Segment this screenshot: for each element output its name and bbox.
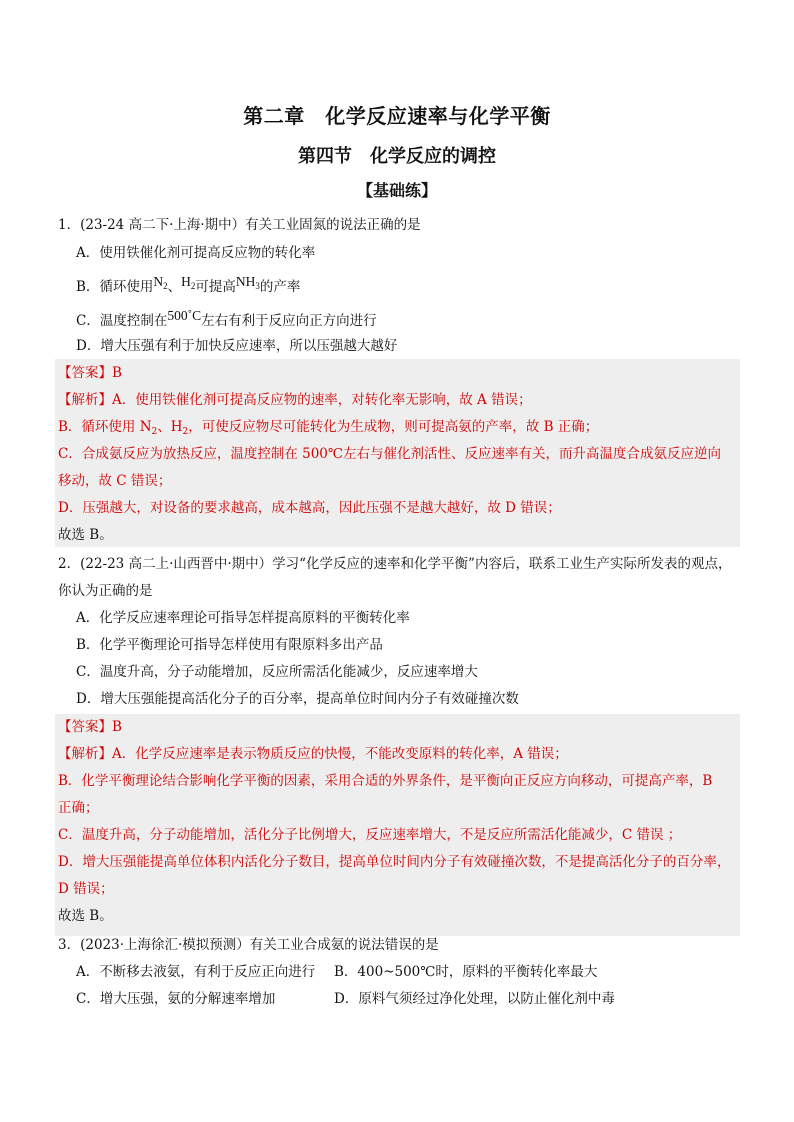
q2-explanation-3: C．温度升高，分子动能增加，活化分子比例增大，反应速率增大，不是反应所需活化能减少，C 错误 ； — [58, 827, 682, 843]
q2-explanation-2a: B．化学平衡理论结合影响化学平衡的因素，采用合适的外界条件，是平衡向正反应方向移动，可提高产率，B — [58, 773, 713, 789]
q2-explanation-2b: 正确； — [58, 800, 99, 816]
section-label: 【基础练】 — [356, 181, 437, 200]
q1-explanation-3a: C．合成氨反应为放热反应，温度控制在 500℃左右与催化剂活性、反应速率有关，而升高温度合成氨反应逆向 — [58, 446, 721, 462]
q2-stem-2: 你认为正确的是 — [58, 583, 153, 599]
section-title: 第四节 化学反应的调控 — [298, 146, 496, 167]
q3-option-b: B．400~500℃时，原料的平衡转化率最大 — [334, 964, 598, 980]
q2-explanation-1: 【解析】A．化学反应速率是表示物质反应的快慢，不能改变原料的转化率，A 错误； — [58, 746, 568, 762]
q3-option-c: C．增大压强，氨的分解速率增加 — [76, 991, 276, 1007]
q1-explanation-2: B．循环使用 $N_2$、$H_2$，可使反应物尽可能转化为生成物，则可提高氨的产率，故 B 正确； — [58, 419, 599, 437]
q2-option-a: A．化学反应速率理论可指导怎样提高原料的平衡转化率 — [76, 610, 410, 626]
q1-option-d: D．增大压强有利于加快反应速率，所以压强越大越好 — [76, 338, 398, 354]
q1-stem: 1．(23-24 高二下·上海·期中）有关工业固氮的说法正确的是 — [58, 217, 421, 233]
q1-option-a: A．使用铁催化剂可提高反应物的转化率 — [76, 245, 316, 261]
chapter-title: 第二章 化学反应速率与化学平衡 — [243, 104, 551, 128]
q1-option-c: C．温度控制在500˚C左右有利于反应向正方向进行 — [76, 308, 377, 329]
q1-option-b: B．循环使用$N_2$、$H_2$可提高$NH_3$的产率 — [76, 274, 301, 295]
q2-explanation-5: 故选 B。 — [58, 908, 113, 924]
q1-explanation-3b: 移动，故 C 错误； — [58, 473, 172, 489]
q2-option-d: D．增大压强能提高活化分子的百分率，提高单位时间内分子有效碰撞次数 — [76, 691, 519, 707]
q1-explanation-4: D．压强越大，对设备的要求越高，成本越高，因此压强不是越大越好，故 D 错误； — [58, 500, 561, 516]
q2-answer: 【答案】B — [58, 719, 122, 735]
q1-answer: 【答案】B — [58, 365, 122, 381]
q2-option-c: C．温度升高，分子动能增加，反应所需活化能减少，反应速率增大 — [76, 664, 478, 680]
q1-explanation-5: 故选 B。 — [58, 527, 113, 543]
q2-explanation-4a: D．增大压强能提高单位体积内活化分子数目，提高单位时间内分子有效碰撞次数，不是提高活化分子的百分率， — [58, 854, 731, 870]
q3-option-a: A．不断移去液氨，有利于反应正向进行 — [76, 964, 316, 980]
q3-stem: 3．(2023·上海徐汇·模拟预测）有关工业合成氨的说法错误的是 — [58, 937, 439, 953]
q2-stem-1: 2．(22-23 高二上·山西晋中·期中）学习“化学反应的速率和化学平衡”内容后，联系工业生产实际所发表的观点， — [58, 556, 732, 572]
q3-option-d: D．原料气须经过净化处理，以防止催化剂中毒 — [334, 991, 615, 1007]
q2-option-b: B．化学平衡理论可指导怎样使用有限原料多出产品 — [76, 637, 383, 653]
q1-explanation-1: 【解析】A．使用铁催化剂可提高反应物的速率，对转化率无影响，故 A 错误； — [58, 392, 532, 408]
q2-explanation-4b: D 错误； — [58, 881, 114, 897]
